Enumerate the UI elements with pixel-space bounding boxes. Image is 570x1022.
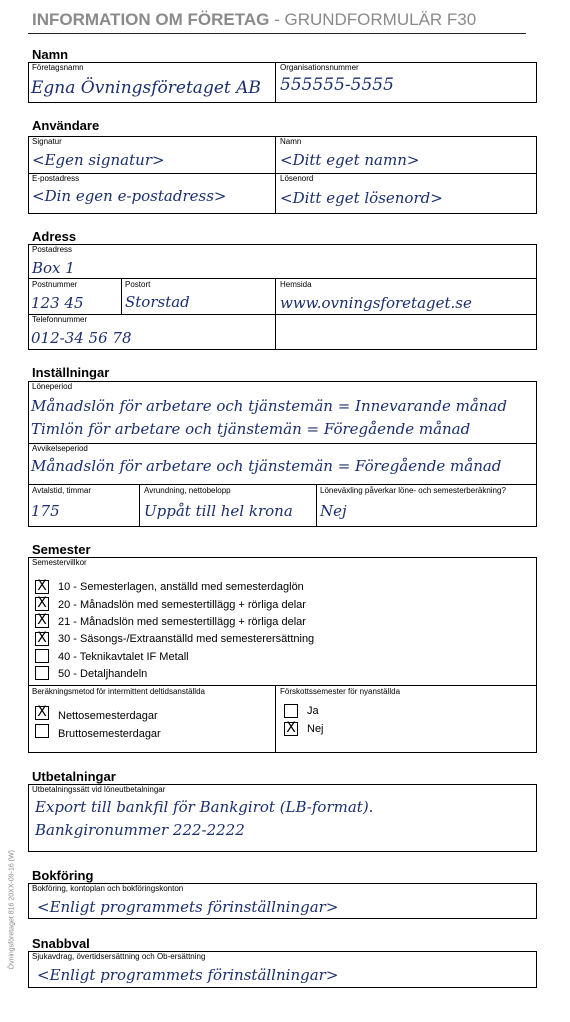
section-heading-utbetalningar: Utbetalningar — [32, 769, 116, 784]
villkor-1-check: X — [37, 595, 47, 611]
postnummer-field[interactable]: 123 45 — [31, 294, 84, 312]
metod-0-label: Nettosemesterdagar — [58, 710, 158, 722]
metod-0-check: X — [37, 704, 47, 720]
divider — [28, 685, 537, 686]
avvikelseperiod-label: Avvikelseperiod — [32, 444, 88, 453]
foretagsnamn-label: Företagsnamn — [32, 63, 84, 72]
avrundning-label: Avrundning, nettobelopp — [144, 486, 231, 495]
signatur-field[interactable]: <Egen signatur> — [32, 151, 165, 169]
section-heading-snabbval: Snabbval — [32, 936, 90, 951]
orgnr-label: Organisationsnummer — [280, 63, 359, 72]
villkor-4-label: 40 - Teknikavtalet IF Metall — [58, 651, 189, 663]
villkor-1-label: 20 - Månadslön med semestertillägg + rörliga delar — [58, 599, 306, 611]
divider — [275, 278, 276, 350]
form-title — [32, 10, 476, 30]
metod-1-label: Bruttosemesterdagar — [58, 728, 161, 740]
snabbval-field[interactable]: <Enligt programmets förinställningar> — [37, 966, 339, 984]
avtalstid-field[interactable]: 175 — [31, 502, 60, 520]
avvikelseperiod-field[interactable]: Månadslön för arbetare och tjänstemän = Föregående månad — [31, 457, 502, 475]
postnummer-label: Postnummer — [32, 280, 78, 289]
berakningsmetod-label: Beräkningsmetod för intermittent deltidsanställda — [32, 687, 205, 696]
semestervillkor-label: Semestervillkor — [32, 558, 87, 567]
section-heading-semester: Semester — [32, 542, 91, 557]
postort-label: Postort — [125, 280, 151, 289]
anvandare-namn-field[interactable]: <Ditt eget namn> — [280, 151, 420, 169]
divider — [316, 484, 317, 527]
epost-label: E-postadress — [32, 174, 80, 183]
form-title-bold: INFORMATION OM FÖRETAG — [32, 10, 270, 29]
villkor-0-check: X — [37, 578, 47, 594]
avtalstid-label: Avtalstid, timmar — [32, 486, 91, 495]
divider — [275, 136, 276, 214]
section-heading-bokforing: Bokföring — [32, 868, 94, 883]
villkor-3-label: 30 - Säsongs-/Extraanställd med semesterersättning — [58, 633, 315, 645]
bokforing-label: Bokföring, kontoplan och bokföringskonton — [32, 884, 184, 893]
divider — [28, 484, 537, 485]
forskott-1-label: Nej — [307, 723, 324, 735]
checkbox[interactable] — [35, 614, 49, 628]
checkbox[interactable] — [35, 580, 49, 594]
hemsida-label: Hemsida — [280, 280, 312, 289]
divider — [275, 685, 276, 753]
utbetalningssatt-label: Utbetalningssätt vid löneutbetalningar — [32, 785, 166, 794]
divider — [275, 62, 276, 103]
epost-field[interactable]: <Din egen e-postadress> — [32, 187, 227, 205]
section-heading-namn: Namn — [32, 47, 69, 62]
divider — [28, 314, 537, 315]
loneperiod-line2[interactable]: Timlön för arbetare och tjänstemän = Föregående månad — [31, 420, 471, 438]
losenord-label: Lösenord — [280, 174, 314, 183]
section-heading-adress: Adress — [32, 229, 77, 244]
divider — [28, 278, 537, 279]
snabbval-label: Sjukavdrag, övertidsersättning och Ob-ersättning — [32, 952, 206, 961]
villkor-0-label: 10 - Semesterlagen, anställd med semesterdaglön — [58, 581, 304, 593]
forskott-0-label: Ja — [307, 705, 319, 717]
foretagsnamn-field[interactable]: Egna Övningsföretaget AB — [31, 78, 261, 98]
loneperiod-label: Löneperiod — [32, 382, 73, 391]
villkor-3-check: X — [37, 630, 47, 646]
utbetalningssatt-line1[interactable]: Export till bankfil för Bankgirot (LB-format). — [35, 798, 374, 816]
villkor-2-label: 21 - Månadslön med semestertillägg + rörliga delar — [58, 616, 306, 628]
telefon-field[interactable]: 012-34 56 78 — [31, 329, 132, 347]
checkbox[interactable] — [35, 649, 49, 663]
postort-field[interactable]: Storstad — [125, 293, 190, 311]
loneperiod-line1[interactable]: Månadslön för arbetare och tjänstemän = Innevarande månad — [31, 397, 507, 415]
form-title-subtitle: - GRUNDFORMULÄR F30 — [269, 10, 477, 29]
divider — [121, 278, 122, 314]
hemsida-field[interactable]: www.ovningsforetaget.se — [280, 294, 472, 312]
anvandare-namn-label: Namn — [280, 137, 302, 146]
forskott-1-check: X — [286, 720, 296, 736]
side-note: Övningsföretaget 816 20XX-09-16 (W) — [8, 850, 16, 970]
villkor-5-label: 50 - Detaljhandeln — [58, 668, 148, 680]
villkor-2-check: X — [37, 612, 47, 628]
checkbox[interactable] — [284, 704, 298, 718]
lonevaxling-label: Löneväxling påverkar löne- och semesterberäkning? — [320, 486, 506, 495]
checkbox[interactable] — [35, 666, 49, 680]
section-heading-installningar: Inställningar — [32, 365, 110, 380]
checkbox[interactable] — [284, 722, 298, 736]
divider — [139, 484, 140, 527]
losenord-field[interactable]: <Ditt eget lösenord> — [280, 189, 443, 207]
checkbox[interactable] — [35, 724, 49, 738]
avrundning-field[interactable]: Uppåt till hel krona — [144, 502, 293, 520]
orgnr-field[interactable]: 555555-5555 — [280, 75, 394, 95]
checkbox[interactable] — [35, 632, 49, 646]
forskottssemester-label: Förskottssemester för nyanställda — [280, 687, 401, 696]
postadress-field[interactable]: Box 1 — [32, 259, 75, 277]
telefon-label: Telefonnummer — [32, 315, 88, 324]
signatur-label: Signatur — [32, 137, 62, 146]
checkbox[interactable] — [35, 597, 49, 611]
lonevaxling-field[interactable]: Nej — [320, 502, 347, 520]
checkbox[interactable] — [35, 706, 49, 720]
bokforing-field[interactable]: <Enligt programmets förinställningar> — [37, 898, 339, 916]
title-divider — [28, 33, 526, 34]
divider — [28, 443, 537, 444]
utbetalningssatt-line2[interactable]: Bankgironummer 222-2222 — [35, 821, 245, 839]
section-heading-anvandare: Användare — [32, 118, 100, 133]
postadress-label: Postadress — [32, 245, 73, 254]
